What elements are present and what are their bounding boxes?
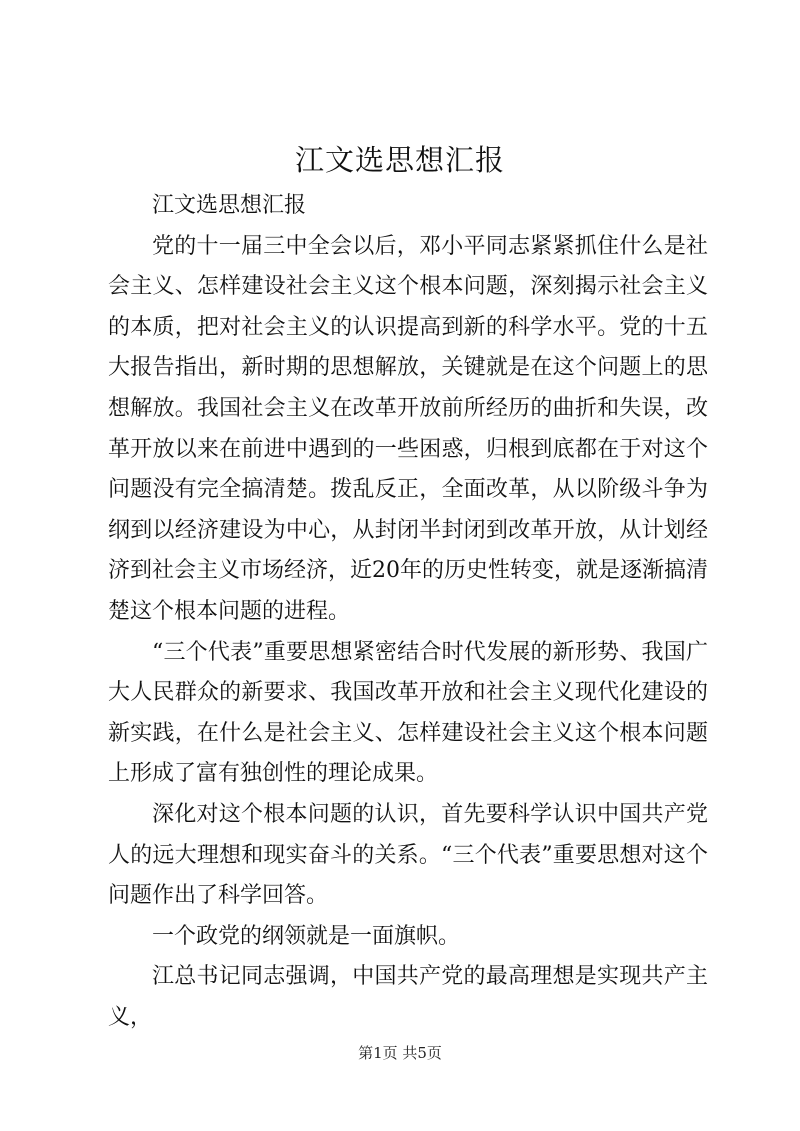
paragraph: 党的十一届三中全会以后，邓小平同志紧紧抓住什么是社会主义、怎样建设社会主义这个根本问题，深刻揭示社会主义的本质，把对社会主义的认识提高到新的科学水平。党的十五大报告指出，新时期的思想解放，关键就是在这个问题上的思想解放。我国社会主义在改革开放前所经历的曲折和失误，改革开放以来在前进中遇到的一些困惑，归根到底都在于对这个问题没有完全搞清楚。拨乱反正，全面改革，从以阶级斗争为纲到以经济建设为中心，从封闭半封闭到改革开放，从计划经济到社会主义市场经济，近20年的历史性转变，就是逐渐搞清楚这个根本问题的进程。 [108, 233, 708, 624]
paragraph-subtitle: 江文选思想汇报 [152, 193, 307, 218]
page-footer: 第1页 共5页 [358, 1044, 442, 1062]
paragraph: 深化对这个根本问题的认识，首先要科学认识中国共产党人的远大理想和现实奋斗的关系。“三个代表”重要思想对这个问题作出了科学回答。 [108, 801, 708, 909]
document-body [108, 186, 708, 1038]
document-title: 江文选思想汇报 [294, 143, 505, 177]
paragraph: 一个政党的纲领就是一面旗帜。 [152, 923, 461, 949]
paragraph: 江总书记同志强调，中国共产党的最高理想是实现共产主义， [108, 964, 708, 1030]
paragraph: “三个代表”重要思想紧密结合时代发展的新形势、我国广大人民群众的新要求、我国改革开放和社会主义现代化建设的新实践，在什么是社会主义、怎样建设社会主义这个根本问题上形成了富有独创性的理论成果。 [108, 639, 708, 787]
